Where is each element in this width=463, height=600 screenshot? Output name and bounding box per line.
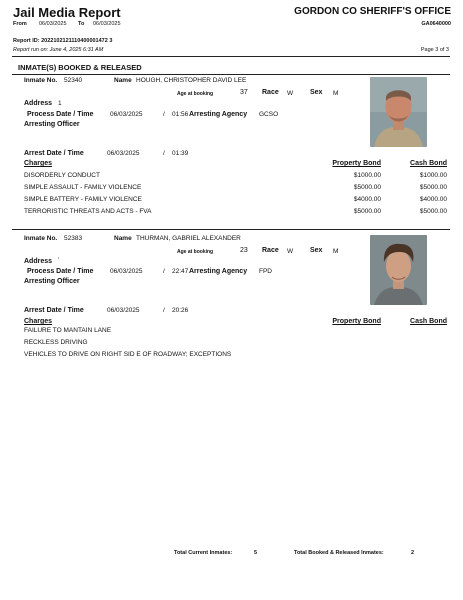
arresting-agency-value: GCSO — [259, 111, 279, 118]
total-current-label: Total Current Inmates: — [174, 550, 233, 556]
cash-bond-header: Cash Bond — [410, 160, 447, 167]
inmate-photo — [370, 77, 427, 147]
process-time: 01:56 — [172, 111, 189, 118]
to-label: To — [78, 21, 85, 27]
inmate-name: THURMAN, GABRIEL ALEXANDER — [136, 235, 241, 242]
process-date: 06/03/2025 — [110, 268, 143, 275]
charges-header: Charges — [24, 318, 53, 325]
property-bond-header: Property Bond — [332, 318, 381, 325]
age-value: 23 — [240, 247, 248, 254]
property-bond-value: $4000.00 — [353, 196, 381, 203]
sex-label: Sex — [310, 89, 323, 96]
age-label: Age at booking — [177, 91, 214, 97]
age-label: Age at booking — [177, 249, 214, 255]
process-label: Process Date / Time — [27, 268, 94, 275]
section-divider — [12, 74, 450, 75]
arrest-date: 06/03/2025 — [107, 307, 140, 314]
race-label: Race — [262, 89, 279, 96]
charge-name: SIMPLE BATTERY - FAMILY VIOLENCE — [24, 196, 142, 203]
cash-bond-value: $5000.00 — [419, 184, 447, 191]
from-date: 06/03/2025 — [39, 21, 67, 27]
arrest-date: 06/03/2025 — [107, 150, 140, 157]
inmate-no: 52383 — [64, 235, 83, 242]
charges-header: Charges — [24, 160, 53, 167]
process-label: Process Date / Time — [27, 111, 94, 118]
inmate-name: HOUGH, CHRISTOPHER DAVID LEE — [136, 77, 247, 84]
process-date: 06/03/2025 — [110, 111, 143, 118]
address-value: ' — [58, 257, 60, 264]
total-current-value: 5 — [254, 550, 258, 556]
report-run: Report run on: June 4, 2025 6:31 AM — [13, 47, 104, 53]
arrest-time: 20:26 — [172, 307, 189, 314]
property-bond-value: $5000.00 — [353, 184, 381, 191]
property-bond-value: $1000.00 — [353, 172, 381, 179]
arrest-time: 01:39 — [172, 150, 189, 157]
race-label: Race — [262, 247, 279, 254]
process-sep: / — [163, 111, 165, 118]
from-label: From — [13, 21, 27, 27]
section-title: INMATE(S) BOOKED & RELEASED — [18, 63, 142, 72]
property-bond-header: Property Bond — [332, 160, 381, 167]
name-label: Name — [114, 235, 132, 242]
page-number: Page 3 of 3 — [420, 47, 449, 53]
charge-name: RECKLESS DRIVING — [24, 339, 88, 346]
cash-bond-value: $4000.00 — [419, 196, 447, 203]
charge-name: TERRORISTIC THREATS AND ACTS - FVA — [24, 208, 152, 215]
cash-bond-value: $1000.00 — [419, 172, 447, 179]
inmate-no-label: Inmate No. — [24, 77, 58, 84]
sex-value: M — [333, 90, 339, 97]
charge-name: DISORDERLY CONDUCT — [24, 172, 100, 179]
sex-value: M — [333, 248, 339, 255]
inmate-photo — [370, 235, 427, 305]
record-divider — [12, 229, 450, 230]
arrest-date-label: Arrest Date / Time — [24, 150, 84, 157]
to-date: 06/03/2025 — [93, 21, 121, 27]
arresting-officer-label: Arresting Officer — [24, 121, 80, 128]
charge-name: SIMPLE ASSAULT - FAMILY VIOLENCE — [24, 184, 142, 191]
header-divider — [12, 56, 450, 57]
arresting-agency-label: Arresting Agency — [189, 268, 248, 275]
report-id: Report ID: 2022102121110400001472 3 — [13, 38, 113, 44]
address-label: Address — [24, 100, 53, 107]
sex-label: Sex — [310, 247, 323, 254]
arresting-officer-label: Arresting Officer — [24, 278, 80, 285]
total-booked-value: 2 — [411, 550, 415, 556]
race-value: W — [287, 90, 294, 97]
address-value: 1 — [58, 100, 62, 107]
total-booked-label: Total Booked & Released Inmates: — [294, 550, 384, 556]
report-title: Jail Media Report — [13, 5, 121, 20]
inmate-no: 52340 — [64, 77, 83, 84]
agency-name: GORDON CO SHERIFF'S OFFICE — [294, 6, 451, 17]
arresting-agency-value: FPD — [259, 268, 272, 275]
charge-name: VEHICLES TO DRIVE ON RIGHT SID E OF ROADWAY; EXCEPTIONS — [24, 351, 232, 358]
race-value: W — [287, 248, 294, 255]
arrest-sep: / — [163, 307, 165, 314]
process-time: 22:47 — [172, 268, 189, 275]
property-bond-value: $5000.00 — [353, 208, 381, 215]
address-label: Address — [24, 258, 53, 265]
agency-code: GA0640000 — [421, 21, 451, 27]
name-label: Name — [114, 77, 132, 84]
cash-bond-value: $5000.00 — [419, 208, 447, 215]
arrest-sep: / — [163, 150, 165, 157]
arresting-agency-label: Arresting Agency — [189, 111, 248, 118]
arrest-date-label: Arrest Date / Time — [24, 307, 84, 314]
charge-name: FAILURE TO MANTAIN LANE — [24, 327, 112, 334]
cash-bond-header: Cash Bond — [410, 318, 447, 325]
process-sep: / — [163, 268, 165, 275]
inmate-no-label: Inmate No. — [24, 235, 58, 242]
age-value: 37 — [240, 89, 248, 96]
